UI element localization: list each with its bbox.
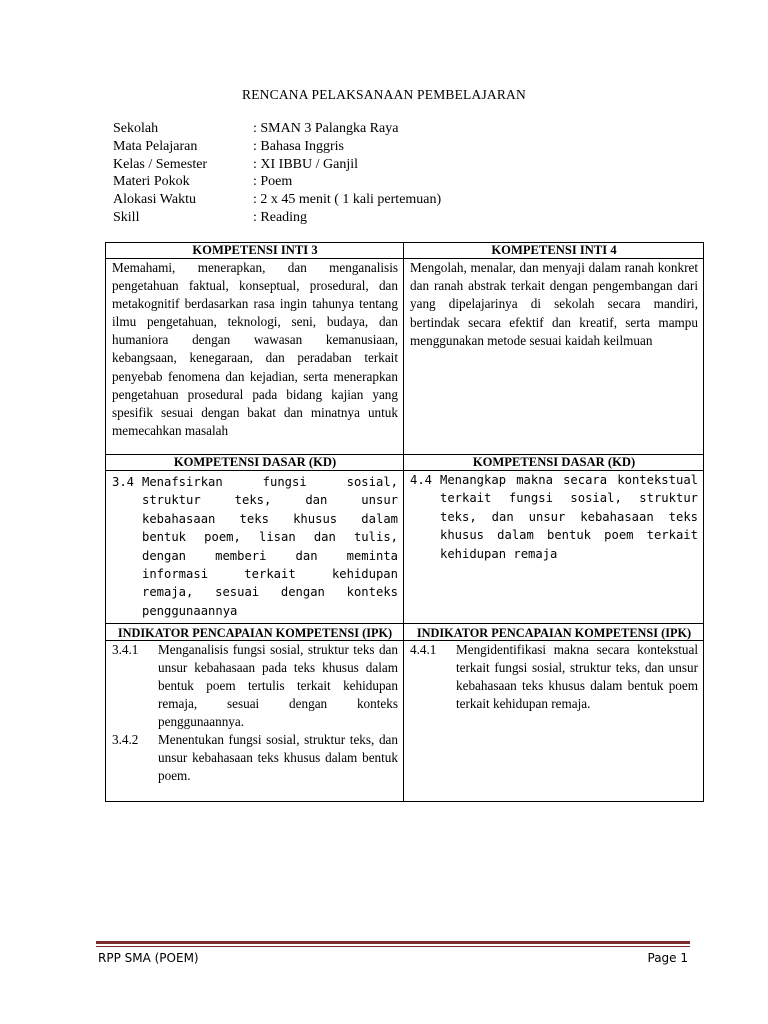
kd-item [112,473,398,620]
ipk-header-row [106,624,704,641]
ipk-number: 4.4.1 [410,642,437,657]
info-value: : SMAN 3 Palangka Raya [253,121,399,136]
ipk-right-cell [404,641,704,802]
ki-content-row [106,259,704,455]
ipk-item [112,641,398,731]
ipk-item [112,731,398,785]
info-label: Materi Pokok [113,174,190,190]
ipk-text: Menentukan fungsi sosial, struktur teks, dan unsur kebahasaan teks khusus dalam bentuk poem. [158,732,398,783]
footer-document-label: RPP SMA (POEM) [98,951,199,965]
ipk-text: Mengidentifikasi makna secara kontekstual terkait fungsi sosial, struktur teks, dan unsur kebahasaan teks khusus dalam bentuk poem terkait kehidupan remaja. [456,642,698,711]
info-label: Skill [113,209,140,225]
info-block [113,120,441,227]
ki3-header: KOMPETENSI INTI 3 [106,243,404,259]
info-value: : 2 x 45 menit ( 1 kali pertemuan) [253,192,442,208]
info-label: Sekolah [113,121,159,136]
ki3-text: Memahami, menerapkan, dan menganalisis pengetahuan faktual, konseptual, prosedural, dan metakognitif berdasarkan rasa ingin tahunya tentang ilmu pengetahuan, teknologi, seni, budaya, dan humaniora dengan wawasan kemanusiaan, kebangsaan, kenegaraan, dan peradaban terkait penyebab fenomena dan kejadian, serta menerapkan pengetahuan prosedural pada bidang kajian yang spesifik sesuai dengan bakat dan minatnya untuk memecahkan masalah [106,259,404,455]
ipk-right-header: INDIKATOR PENCAPAIAN KOMPETENSI (IPK) [404,624,704,641]
document-title: RENCANA PELAKSANAAN PEMBELAJARAN [242,87,526,102]
ki4-header: KOMPETENSI INTI 4 [404,243,704,259]
info-value: : XI IBBU / Ganjil [253,156,358,172]
kd-right-cell [404,471,704,624]
kd-header-row [106,455,704,471]
kd-left-cell [106,471,404,624]
footer-rule-thin [96,946,690,947]
competency-table [105,242,704,802]
kd-content-row [106,471,704,624]
kd-text: Menangkap makna secara kontekstual terkait fungsi sosial, struktur teks, dan unsur kebahasaan teks khusus dalam bentuk poem terkait kehidupan remaja [440,473,698,561]
ipk-left-header: INDIKATOR PENCAPAIAN KOMPETENSI (IPK) [106,624,404,641]
info-row-alokasi-waktu [113,191,441,209]
info-value: : Poem [253,174,293,190]
ki4-text: Mengolah, menalar, dan menyaji dalam ranah konkret dan ranah abstrak terkait dengan pengembangan dari yang dipelajarinya di sekolah secara mandiri, bertindak secara efektif dan kreatif, serta mampu menggunakan metode sesuai kaidah keilmuan [404,259,704,455]
info-value: : Bahasa Inggris [253,138,344,154]
info-row-sekolah [113,120,441,138]
info-row-mata-pelajaran [113,138,441,156]
ipk-text: Menganalisis fungsi sosial, struktur teks dan unsur kebahasaan pada teks khusus dalam bentuk poem tertulis terkait kehidupan remaja, sesuai dengan konteks penggunaannya. [158,642,398,729]
ipk-item [410,641,698,713]
kd-right-header: KOMPETENSI DASAR (KD) [404,455,704,471]
kd-text: Menafsirkan fungsi sosial, struktur teks, dan unsur kebahasaan teks khusus dalam bentuk poem, lisan dan tulis, dengan memberi dan meminta informasi terkait kehidupan remaja, sesuai dengan konteks penggunaannya [142,475,398,618]
kd-number: 3.4 [112,475,135,489]
footer-rule-thick [96,941,690,944]
info-value: : Reading [253,209,308,225]
info-row-materi-pokok [113,173,441,191]
info-label: Kelas / Semester [113,156,208,172]
info-label: Alokasi Waktu [113,192,196,208]
footer-page-number: Page 1 [647,951,688,965]
info-row-kelas-semester [113,156,441,174]
kd-number: 4.4 [410,473,433,487]
ipk-content-row [106,641,704,802]
ipk-number: 3.4.2 [112,732,139,747]
kd-item [410,471,698,563]
kd-left-header: KOMPETENSI DASAR (KD) [106,455,404,471]
info-row-skill [113,209,441,227]
ipk-left-cell [106,641,404,802]
ki-header-row [106,243,704,259]
ipk-number: 3.4.1 [112,642,139,657]
info-label: Mata Pelajaran [113,138,198,154]
